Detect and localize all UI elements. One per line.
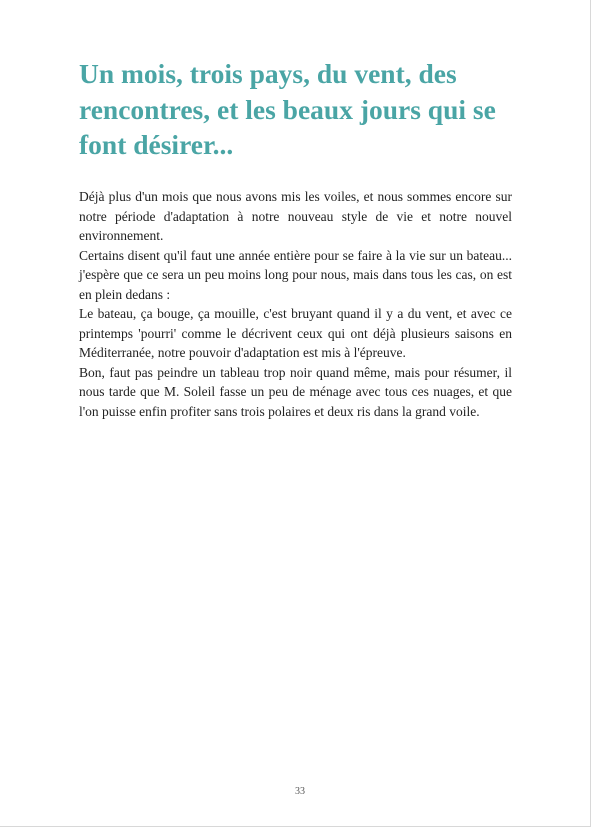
paragraph: Bon, faut pas peindre un tableau trop noir quand même, mais pour résumer, il nous tarde que M. Soleil fasse un peu de ménage avec tous ces nuages, et que l'on puisse enfin profiter sans trois polaires et deux ris dans la grand voile. [79, 364, 512, 419]
page-number: 33 [295, 786, 305, 797]
page-title: Un mois, trois pays, du vent, des rencontres, et les beaux jours qui se font désirer... [79, 58, 496, 160]
paragraph: Le bateau, ça bouge, ça mouille, c'est bruyant quand il y a du vent, et avec ce printemps 'pourri' comme le décrivent ceux qui ont déjà plusieurs saisons en Méditerranée, notre pouvoir d'adaptation est mis à l'épreuve. [79, 306, 512, 360]
paragraph: Déjà plus d'un mois que nous avons mis les voiles, et nous sommes encore sur notre période d'adaptation à notre nouveau style de vie et notre nouvel environnement. [79, 189, 512, 243]
paragraph: Certains disent qu'il faut une année entière pour se faire à la vie sur un bateau... j'espère que ce sera un peu moins long pour nous, mais dans tous les cas, on est en plein dedans : [79, 247, 512, 302]
body-text [79, 187, 512, 421]
